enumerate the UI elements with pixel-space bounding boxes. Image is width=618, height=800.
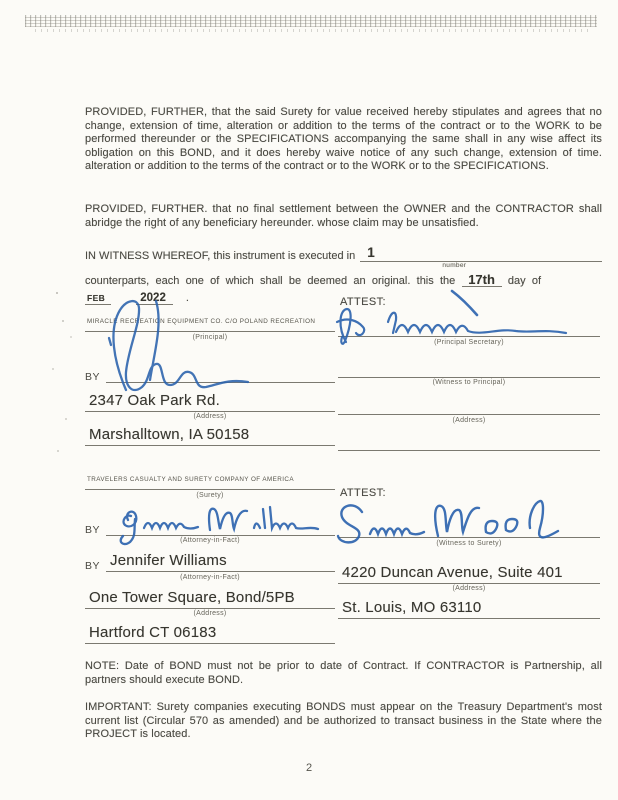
important-paragraph: IMPORTANT: Surety companies executing BONDS must appear on the Treasury Department's most current list (Circular 570 as amended) and be authorized to transact business in the State where the PROJECT is located. <box>85 701 602 741</box>
surety-by2-label: BY <box>85 560 101 572</box>
witness-to-principal-caption: (Witness to Principal) <box>432 379 506 386</box>
principal-secretary-caption: (Principal Secretary) <box>434 338 504 346</box>
surety-signature-line <box>106 521 335 536</box>
attorney-printed-name: Jennifer Williams <box>106 552 335 572</box>
principal-attest-address-caption: (Address) <box>452 416 486 424</box>
principal-by-label: BY <box>85 370 101 383</box>
counterparts-number-caption: number <box>442 262 467 269</box>
period: . <box>185 292 189 304</box>
surety-address-caption: (Address) <box>193 610 227 617</box>
surety-signature-block <box>85 476 335 644</box>
principal-signature-line <box>106 368 335 383</box>
surety-address-line2: Hartford CT 06183 <box>85 624 335 644</box>
scan-noise-band <box>25 15 597 27</box>
attest-label-principal: ATTEST: <box>340 296 386 308</box>
month-value: FEB <box>85 293 111 305</box>
surety-caption: (Surety) <box>196 491 224 499</box>
surety-attest-address-line1: 4220 Duncan Avenue, Suite 401 <box>338 564 600 584</box>
principal-company-name: MIRACLE RECREATION EQUIPMENT CO. C/O POLAND RECREATION <box>85 318 335 332</box>
principal-attest-block <box>338 316 600 451</box>
principal-caption: (Principal) <box>192 333 228 341</box>
attest-label-surety: ATTEST: <box>340 487 386 499</box>
note-paragraph: NOTE: Date of BOND must not be prior to date of Contract. If CONTRACTOR is Partnership, all partners should execute BOND. <box>85 660 602 686</box>
principal-address-line2: Marshalltown, IA 50158 <box>85 426 335 446</box>
witness-tail-text: day of <box>507 275 542 287</box>
witness-to-principal-line <box>338 377 600 378</box>
surety-attest-block <box>338 505 600 619</box>
witness-to-surety-line <box>338 537 600 538</box>
attorney-in-fact-caption: (Attorney-in-Fact) <box>180 537 240 544</box>
principal-attest-address-line <box>338 414 600 415</box>
scan-specks <box>56 292 58 294</box>
paragraph-provided-further-1: PROVIDED, FURTHER, that the said Surety for value received hereby stipulates and agrees that no change, extension of time, alteration or addition to the terms of the contract or to the WORK to be performed thereunder or the SPECIFICATIONS accompanying the same shall in any wise affect its obligation on this BOND, and it does hereby waive notice of any such change, extension of time. alteration or addition to the terms of the contract or to the WORK or to the SPECIFICATIONS. <box>85 106 602 173</box>
surety-by-label: BY <box>85 523 101 536</box>
attorney-in-fact-caption-2: (Attorney-in-Fact) <box>180 573 240 581</box>
witness-lead-text: IN WITNESS WHEREOF, this instrument is executed in <box>85 250 356 262</box>
surety-company-name: TRAVELERS CASUALTY AND SURETY COMPANY OF AMERICA <box>85 476 335 490</box>
day-value: 17th <box>462 273 502 287</box>
surety-attest-address-line2: St. Louis, MO 63110 <box>338 599 600 619</box>
page-number: 2 <box>305 762 313 774</box>
counterparts-number-blank <box>360 245 602 269</box>
principal-address-caption: (Address) <box>193 413 227 420</box>
witness-to-surety-caption: (Witness to Surety) <box>436 539 502 547</box>
year-value: 2022 <box>136 292 173 305</box>
principal-secretary-line <box>338 336 600 337</box>
principal-address-line1: 2347 Oak Park Rd. <box>85 392 335 412</box>
counterparts-number-value: 1 <box>367 245 375 260</box>
witness-mid-text: counterparts, each one of which shall be deemed an original. this the <box>85 275 456 287</box>
principal-signature-block <box>85 318 335 446</box>
principal-attest-blank-line <box>338 450 600 451</box>
surety-address-line1: One Tower Square, Bond/5PB <box>85 589 335 609</box>
paragraph-provided-further-2: PROVIDED, FURTHER. that no final settlement between the OWNER and the CONTRACTOR shall abridge the right of any beneficiary hereunder. whose claim may be unsatisfied. <box>85 203 602 229</box>
surety-attest-address-caption: (Address) <box>452 585 486 592</box>
